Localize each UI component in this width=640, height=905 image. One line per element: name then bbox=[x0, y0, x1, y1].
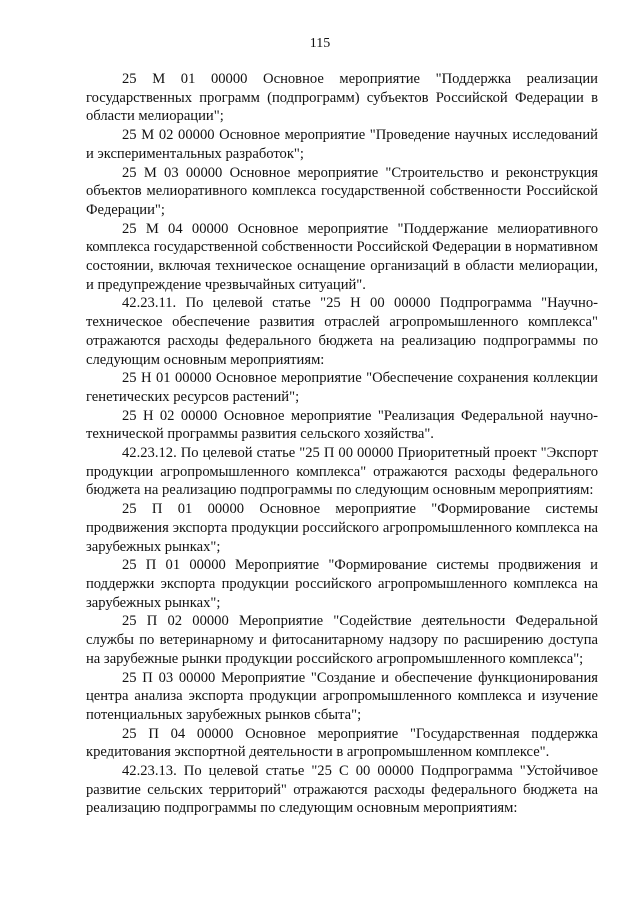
paragraph: 25 П 04 00000 Основное мероприятие "Государственная поддержка кредитования экспортной деятельности в агропромышленном комплексе". bbox=[86, 725, 598, 761]
page-number: 115 bbox=[309, 36, 331, 51]
paragraph: 25 П 03 00000 Мероприятие "Создание и обеспечение функционирования центра анализа экспорта продукции агропромышленного комплекса и изучение потенциальных зарубежных рынков сбыта"; bbox=[86, 669, 598, 723]
paragraph: 25 П 02 00000 Мероприятие "Содействие деятельности Федеральной службы по ветеринарному и фитосанитарному надзору по расширению доступа на зарубежные рынки продукции российского агропромышленного комплекса"; bbox=[86, 613, 598, 667]
paragraph: 25 П 01 00000 Основное мероприятие "Формирование системы продвижения экспорта продукции российского агропромышленного комплекса на зарубежных рынках"; bbox=[86, 501, 598, 555]
paragraph: 25 Н 01 00000 Основное мероприятие "Обеспечение сохранения коллекции генетических ресурсов растений"; bbox=[86, 370, 598, 405]
paragraph: 25 П 01 00000 Мероприятие "Формирование системы продвижения и поддержки экспорта продукции российского агропромышленного комплекса на зарубежных рынках"; bbox=[86, 557, 598, 611]
paragraph: 25 М 04 00000 Основное мероприятие "Поддержание мелиоративного комплекса государственной собственности Российской Федерации в нормативном состоянии, включая техническое оснащение организаций в области мелиорации, и предупреждение чрезвычайных ситуаций". bbox=[86, 220, 598, 293]
paragraph: 42.23.11. По целевой статье "25 Н 00 00000 Подпрограмма "Научно-техническое обеспечение развития отраслей агропромышленного комплекса" отражаются расходы федерального бюджета на реализацию подпрограммы по следующим основным мероприятиям: bbox=[86, 295, 598, 368]
paragraph: 42.23.13. По целевой статье "25 С 00 00000 Подпрограмма "Устойчивое развитие сельских территорий" отражаются расходы федерального бюджета на реализацию подпрограммы по следующим основным мероприятиям: bbox=[86, 763, 598, 817]
paragraph: 25 М 01 00000 Основное мероприятие "Поддержка реализации государственных программ (подпрограмм) субъектов Российской Федерации в области мелиорации"; bbox=[86, 71, 598, 125]
paragraph: 25 М 02 00000 Основное мероприятие "Проведение научных исследований и экспериментальных разработок"; bbox=[86, 127, 598, 162]
paragraph: 25 Н 02 00000 Основное мероприятие "Реализация Федеральной научно-технической программы развития сельского хозяйства". bbox=[86, 407, 598, 443]
paragraph: 25 М 03 00000 Основное мероприятие "Строительство и реконструкция объектов мелиоративного комплекса государственной собственности Российской Федерации"; bbox=[86, 164, 598, 218]
paragraph: 42.23.12. По целевой статье "25 П 00 00000 Приоритетный проект "Экспорт продукции агропромышленного комплекса" отражаются расходы федерального бюджета на реализацию подпрограммы по следующим основным мероприятиям: bbox=[86, 445, 598, 499]
document-body bbox=[86, 70, 598, 818]
